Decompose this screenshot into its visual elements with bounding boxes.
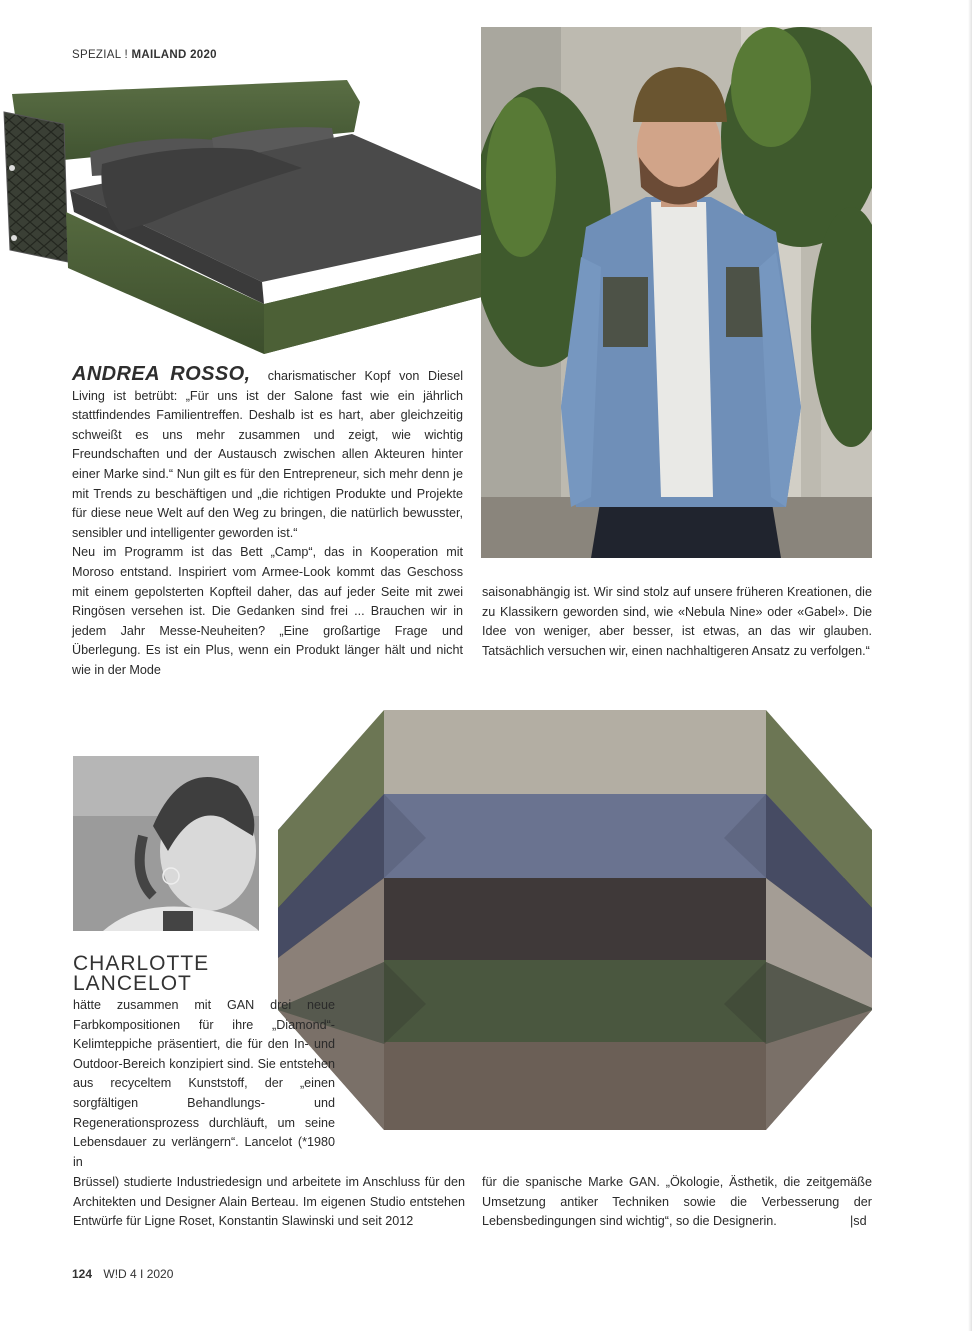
charlotte-name-line-2: LANCELOT: [73, 972, 192, 995]
charlotte-narrow-text: [73, 996, 335, 1172]
andrea-column-1: [72, 365, 463, 681]
author-signature: |sd: [850, 1214, 867, 1228]
magazine-issue: W!D 4 I 2020: [103, 1267, 174, 1281]
page-number: 124: [72, 1267, 93, 1281]
charlotte-name-line-1: CHARLOTTE: [73, 952, 210, 975]
charlotte-lancelot-photo: [73, 756, 259, 931]
section-label: SPEZIAL !: [72, 49, 128, 61]
charlotte-narrow-text-body: hätte zusammen mit GAN drei neue Farbkompositionen für ihre „Diamond“-Kelimteppiche präsentiert, die für den In- und Outdoor-Bereich konzipiert sind. Sie entstehen aus recyceltem Kunststoff, der „einen sorgfältigen Behandlungs- und Regenerationsprozess durchläuft, um seine Lebensdauer zu verlängern“. Lancelot (*1980 in: [73, 998, 335, 1169]
charlotte-column-2-text: für die spanische Marke GAN. „Ökologie, Ästhetik, die zeitgemäße Umsetzung antiker Techniken sowie die Verbesserung der Lebensbedingungen sind wichtig“, so die Designerin.: [482, 1175, 872, 1229]
running-head: [72, 49, 217, 61]
topic-label: MAILAND 2020: [131, 49, 217, 61]
charlotte-column-1-text: Brüssel) studierte Industriedesign und arbeitete im Anschluss für den Architekten und Designer Alain Berteau. Im eigenen Studio entstehen Entwürfe für Ligne Roset, Konstantin Slawinski und seit 2012: [73, 1175, 465, 1229]
charlotte-column-1: [73, 1173, 465, 1232]
andrea-name: ANDREA ROSSO,: [72, 363, 251, 385]
andrea-column-2-text: saisonabhängig ist. Wir sind stolz auf unsere früheren Kreationen, die zu Klassikern geworden sind, wie «Nebula Nine» oder «Gabel». Die Idee von weniger, aber besser, ist etwas, an das wir glauben. Tatsächlich versuchen wir, einen nachhaltigeren Ansatz zu verfolgen.“: [482, 585, 872, 658]
andrea-column-2: [482, 583, 872, 661]
page-footer: [72, 1267, 173, 1281]
charlotte-column-2: [482, 1173, 872, 1232]
charlotte-name: [73, 954, 209, 994]
page-edge: [968, 0, 972, 1331]
diamond-kilim-rug-image: [276, 708, 874, 1132]
andrea-rosso-photo: [481, 27, 872, 558]
andrea-intro: charismatischer Kopf von Diesel Living ist betrübt: „Für uns ist der Salone fast wie ein jährlich stattfindendes Familientreffen. Deshalb ist es hart, aber gleichzeitig schweißt es uns mehr zusammen und zeigt, wie wichtig Freundschaften und der Austausch zwischen allen Akteuren hinter einer Marke sind.“ Nun gilt es für den Entrepreneur, sich mehr denn je mit Trends zu beschäftigen und „die richtigen Produkte und Projekte für diese neue Welt auf den Weg zu bringen, die natürlich bewusster, sensibler und intelligenter geworden ist.“: [72, 369, 464, 540]
andrea-paragraph-2: Neu im Programm ist das Bett „Camp“, das in Kooperation mit Moroso entstand. Inspiriert vom Armee-Look kommt das Geschoss mit einem gepolsterten Kopfteil daher, das auf jeder Seite mit zwei Ringösen versehen ist. Die Gedanken sind frei ... Brauchen wir in jedem Jahr Messe-Neuheiten? „Eine großartige Frage und Überlegung. Es ist ein Plus, wenn ein Produkt länger hält und nicht wie in der Mode: [72, 545, 463, 677]
